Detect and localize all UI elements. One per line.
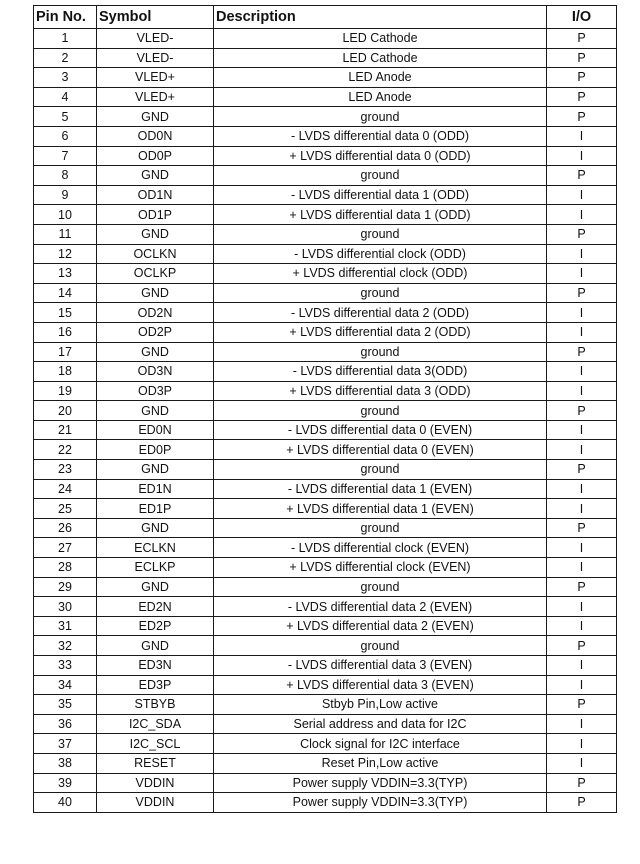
symbol-cell: GND <box>97 577 214 597</box>
symbol-cell: OD1N <box>97 185 214 205</box>
pin-number-cell: 33 <box>34 656 97 676</box>
pin-number-cell: 13 <box>34 264 97 284</box>
io-type-cell: P <box>547 166 617 186</box>
symbol-cell: VDDIN <box>97 773 214 793</box>
symbol-cell: ECLKP <box>97 558 214 578</box>
table-row <box>34 636 617 656</box>
description-cell: LED Cathode <box>214 48 547 68</box>
description-cell: ground <box>214 577 547 597</box>
io-type-cell: P <box>547 224 617 244</box>
description-cell: Reset Pin,Low active <box>214 753 547 773</box>
description-cell: ground <box>214 107 547 127</box>
description-cell: ground <box>214 342 547 362</box>
description-cell: - LVDS differential data 3(ODD) <box>214 362 547 382</box>
symbol-cell: VLED+ <box>97 87 214 107</box>
pin-number-cell: 10 <box>34 205 97 225</box>
pin-number-cell: 20 <box>34 401 97 421</box>
symbol-cell: STBYB <box>97 695 214 715</box>
io-type-cell: I <box>547 616 617 636</box>
description-cell: ground <box>214 636 547 656</box>
symbol-cell: ECLKN <box>97 538 214 558</box>
pin-number-cell: 5 <box>34 107 97 127</box>
symbol-cell: OCLKP <box>97 264 214 284</box>
pin-number-cell: 22 <box>34 440 97 460</box>
pin-number-cell: 35 <box>34 695 97 715</box>
pin-number-cell: 16 <box>34 322 97 342</box>
io-type-cell: I <box>547 205 617 225</box>
symbol-cell: ED3N <box>97 656 214 676</box>
symbol-cell: I2C_SDA <box>97 714 214 734</box>
io-type-cell: I <box>547 558 617 578</box>
header-description: Description <box>214 6 547 29</box>
symbol-cell: GND <box>97 518 214 538</box>
description-cell: LED Anode <box>214 68 547 88</box>
description-cell: + LVDS differential data 0 (EVEN) <box>214 440 547 460</box>
table-row <box>34 773 617 793</box>
pin-number-cell: 28 <box>34 558 97 578</box>
description-cell: Power supply VDDIN=3.3(TYP) <box>214 793 547 813</box>
io-type-cell: I <box>547 714 617 734</box>
table-row <box>34 538 617 558</box>
description-cell: - LVDS differential data 1 (EVEN) <box>214 479 547 499</box>
symbol-cell: OD0P <box>97 146 214 166</box>
table-row <box>34 322 617 342</box>
symbol-cell: GND <box>97 107 214 127</box>
pin-number-cell: 18 <box>34 362 97 382</box>
header-symbol: Symbol <box>97 6 214 29</box>
table-row <box>34 303 617 323</box>
io-type-cell: P <box>547 793 617 813</box>
io-type-cell: I <box>547 440 617 460</box>
io-type-cell: I <box>547 264 617 284</box>
io-type-cell: P <box>547 518 617 538</box>
description-cell: - LVDS differential clock (ODD) <box>214 244 547 264</box>
symbol-cell: ED0N <box>97 420 214 440</box>
symbol-cell: ED1P <box>97 499 214 519</box>
io-type-cell: I <box>547 734 617 754</box>
table-row <box>34 48 617 68</box>
io-type-cell: P <box>547 636 617 656</box>
io-type-cell: P <box>547 29 617 49</box>
pin-definition-table <box>33 5 617 813</box>
table-row <box>34 420 617 440</box>
pin-number-cell: 37 <box>34 734 97 754</box>
table-row <box>34 558 617 578</box>
table-row <box>34 205 617 225</box>
table-row <box>34 793 617 813</box>
io-type-cell: P <box>547 283 617 303</box>
description-cell: - LVDS differential data 0 (EVEN) <box>214 420 547 440</box>
table-row <box>34 616 617 636</box>
description-cell: LED Anode <box>214 87 547 107</box>
io-type-cell: I <box>547 479 617 499</box>
description-cell: ground <box>214 224 547 244</box>
pin-number-cell: 6 <box>34 126 97 146</box>
table-row <box>34 499 617 519</box>
symbol-cell: VDDIN <box>97 793 214 813</box>
pin-number-cell: 36 <box>34 714 97 734</box>
pin-number-cell: 24 <box>34 479 97 499</box>
symbol-cell: GND <box>97 636 214 656</box>
description-cell: + LVDS differential data 1 (EVEN) <box>214 499 547 519</box>
description-cell: ground <box>214 460 547 480</box>
io-type-cell: P <box>547 401 617 421</box>
table-row <box>34 656 617 676</box>
description-cell: Clock signal for I2C interface <box>214 734 547 754</box>
io-type-cell: I <box>547 499 617 519</box>
table-row <box>34 577 617 597</box>
pin-number-cell: 4 <box>34 87 97 107</box>
io-type-cell: P <box>547 68 617 88</box>
pin-number-cell: 7 <box>34 146 97 166</box>
description-cell: - LVDS differential data 2 (EVEN) <box>214 597 547 617</box>
table-row <box>34 264 617 284</box>
description-cell: + LVDS differential data 2 (ODD) <box>214 322 547 342</box>
pin-number-cell: 31 <box>34 616 97 636</box>
header-io: I/O <box>547 6 617 29</box>
pin-number-cell: 26 <box>34 518 97 538</box>
table-row <box>34 479 617 499</box>
description-cell: Power supply VDDIN=3.3(TYP) <box>214 773 547 793</box>
symbol-cell: ED3P <box>97 675 214 695</box>
pin-number-cell: 38 <box>34 753 97 773</box>
io-type-cell: P <box>547 342 617 362</box>
symbol-cell: VLED- <box>97 29 214 49</box>
symbol-cell: ED2P <box>97 616 214 636</box>
description-cell: Stbyb Pin,Low active <box>214 695 547 715</box>
description-cell: ground <box>214 401 547 421</box>
table-row <box>34 381 617 401</box>
table-row <box>34 695 617 715</box>
table-row <box>34 734 617 754</box>
table-row <box>34 244 617 264</box>
pin-number-cell: 2 <box>34 48 97 68</box>
table-row <box>34 29 617 49</box>
pin-number-cell: 39 <box>34 773 97 793</box>
symbol-cell: ED1N <box>97 479 214 499</box>
pin-number-cell: 11 <box>34 224 97 244</box>
symbol-cell: OD3P <box>97 381 214 401</box>
io-type-cell: I <box>547 362 617 382</box>
symbol-cell: I2C_SCL <box>97 734 214 754</box>
io-type-cell: I <box>547 126 617 146</box>
table-row <box>34 518 617 538</box>
io-type-cell: P <box>547 48 617 68</box>
pin-number-cell: 19 <box>34 381 97 401</box>
pin-number-cell: 21 <box>34 420 97 440</box>
description-cell: + LVDS differential data 3 (ODD) <box>214 381 547 401</box>
pin-number-cell: 8 <box>34 166 97 186</box>
io-type-cell: I <box>547 675 617 695</box>
pin-number-cell: 3 <box>34 68 97 88</box>
io-type-cell: I <box>547 597 617 617</box>
description-cell: ground <box>214 518 547 538</box>
table-row <box>34 675 617 695</box>
io-type-cell: P <box>547 460 617 480</box>
table-row <box>34 68 617 88</box>
symbol-cell: ED2N <box>97 597 214 617</box>
pin-number-cell: 23 <box>34 460 97 480</box>
table-row <box>34 440 617 460</box>
description-cell: + LVDS differential data 2 (EVEN) <box>214 616 547 636</box>
table-body <box>34 29 617 813</box>
symbol-cell: ED0P <box>97 440 214 460</box>
description-cell: - LVDS differential clock (EVEN) <box>214 538 547 558</box>
description-cell: + LVDS differential data 1 (ODD) <box>214 205 547 225</box>
header-pin-no: Pin No. <box>34 6 97 29</box>
description-cell: ground <box>214 283 547 303</box>
io-type-cell: I <box>547 244 617 264</box>
symbol-cell: RESET <box>97 753 214 773</box>
pin-number-cell: 30 <box>34 597 97 617</box>
description-cell: + LVDS differential clock (EVEN) <box>214 558 547 578</box>
symbol-cell: OD0N <box>97 126 214 146</box>
pin-number-cell: 14 <box>34 283 97 303</box>
io-type-cell: I <box>547 185 617 205</box>
pin-number-cell: 40 <box>34 793 97 813</box>
symbol-cell: GND <box>97 224 214 244</box>
pin-number-cell: 1 <box>34 29 97 49</box>
pin-number-cell: 15 <box>34 303 97 323</box>
io-type-cell: I <box>547 381 617 401</box>
io-type-cell: I <box>547 656 617 676</box>
symbol-cell: OCLKN <box>97 244 214 264</box>
symbol-cell: GND <box>97 401 214 421</box>
io-type-cell: I <box>547 303 617 323</box>
table-row <box>34 362 617 382</box>
io-type-cell: I <box>547 146 617 166</box>
description-cell: LED Cathode <box>214 29 547 49</box>
pin-number-cell: 32 <box>34 636 97 656</box>
io-type-cell: P <box>547 577 617 597</box>
table-row <box>34 146 617 166</box>
table-row <box>34 597 617 617</box>
io-type-cell: P <box>547 773 617 793</box>
io-type-cell: P <box>547 107 617 127</box>
symbol-cell: VLED+ <box>97 68 214 88</box>
symbol-cell: OD3N <box>97 362 214 382</box>
io-type-cell: I <box>547 322 617 342</box>
table-row <box>34 401 617 421</box>
io-type-cell: I <box>547 538 617 558</box>
symbol-cell: OD2P <box>97 322 214 342</box>
description-cell: - LVDS differential data 2 (ODD) <box>214 303 547 323</box>
table-row <box>34 714 617 734</box>
table-row <box>34 283 617 303</box>
symbol-cell: GND <box>97 460 214 480</box>
table-row <box>34 107 617 127</box>
description-cell: Serial address and data for I2C <box>214 714 547 734</box>
io-type-cell: P <box>547 695 617 715</box>
symbol-cell: GND <box>97 283 214 303</box>
table-header-row <box>34 6 617 29</box>
description-cell: + LVDS differential data 3 (EVEN) <box>214 675 547 695</box>
pin-number-cell: 9 <box>34 185 97 205</box>
symbol-cell: OD2N <box>97 303 214 323</box>
pin-number-cell: 12 <box>34 244 97 264</box>
table-row <box>34 87 617 107</box>
table-row <box>34 185 617 205</box>
table-row <box>34 126 617 146</box>
io-type-cell: I <box>547 420 617 440</box>
io-type-cell: I <box>547 753 617 773</box>
table-row <box>34 224 617 244</box>
table-row <box>34 342 617 362</box>
pin-number-cell: 27 <box>34 538 97 558</box>
table-row <box>34 460 617 480</box>
pin-number-cell: 17 <box>34 342 97 362</box>
description-cell: + LVDS differential data 0 (ODD) <box>214 146 547 166</box>
pin-number-cell: 34 <box>34 675 97 695</box>
symbol-cell: OD1P <box>97 205 214 225</box>
description-cell: - LVDS differential data 1 (ODD) <box>214 185 547 205</box>
symbol-cell: VLED- <box>97 48 214 68</box>
io-type-cell: P <box>547 87 617 107</box>
description-cell: ground <box>214 166 547 186</box>
symbol-cell: GND <box>97 342 214 362</box>
symbol-cell: GND <box>97 166 214 186</box>
pin-number-cell: 29 <box>34 577 97 597</box>
description-cell: + LVDS differential clock (ODD) <box>214 264 547 284</box>
pin-number-cell: 25 <box>34 499 97 519</box>
table-row <box>34 166 617 186</box>
table-row <box>34 753 617 773</box>
description-cell: - LVDS differential data 3 (EVEN) <box>214 656 547 676</box>
description-cell: - LVDS differential data 0 (ODD) <box>214 126 547 146</box>
